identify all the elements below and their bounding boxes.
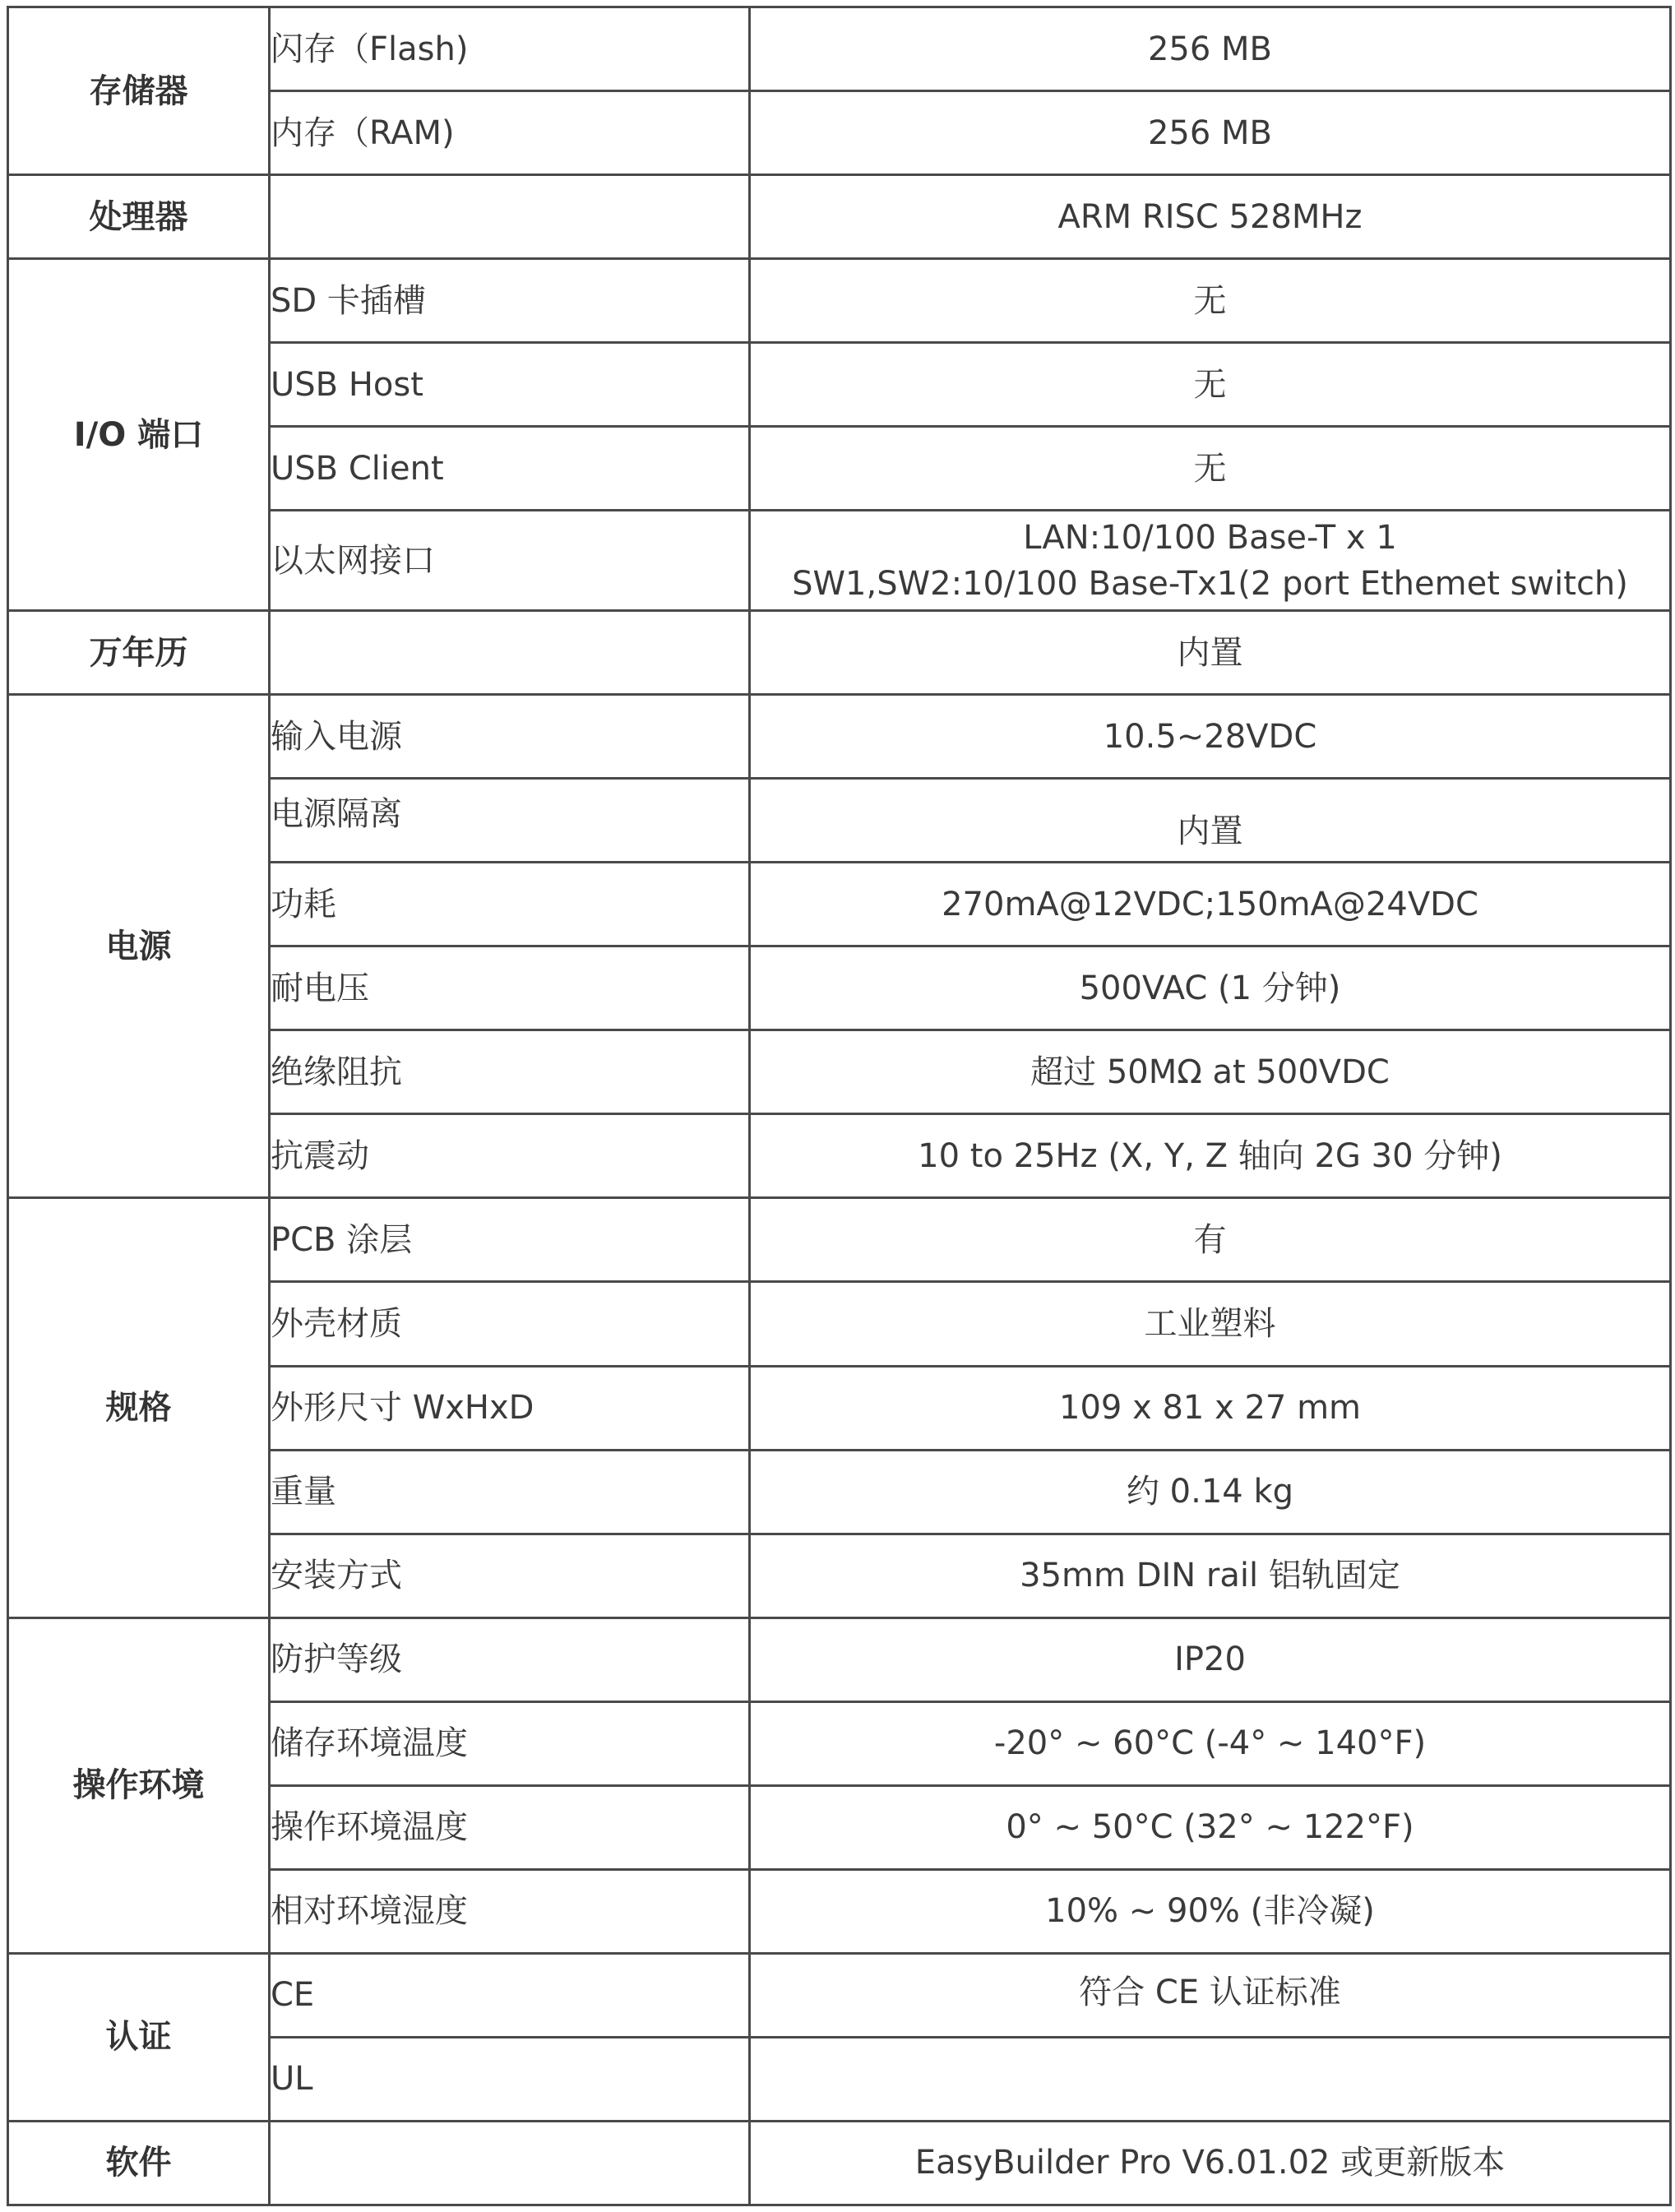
spec-value: 内置 xyxy=(750,779,1671,863)
spec-label: USB Host xyxy=(270,343,750,427)
value-line: SW1,SW2:10/100 Base-Tx1(2 port Ethemet switch) xyxy=(792,564,1628,603)
spec-value: 256 MB xyxy=(750,7,1671,91)
spec-label: 绝缘阻抗 xyxy=(270,1030,750,1114)
spec-value: -20° ~ 60°C (-4° ~ 140°F) xyxy=(750,1701,1671,1785)
category-cell: 规格 xyxy=(8,1198,270,1617)
table-row xyxy=(8,7,1671,91)
table-row xyxy=(8,2121,1671,2205)
spec-value: 10% ~ 90% (非冷凝) xyxy=(750,1869,1671,1953)
category-cell: 操作环境 xyxy=(8,1617,270,1953)
spec-label: 闪存（Flash) xyxy=(270,7,750,91)
spec-value: 无 xyxy=(750,343,1671,427)
spec-value: 工业塑料 xyxy=(750,1282,1671,1366)
spec-label: 输入电源 xyxy=(270,695,750,779)
table-row xyxy=(8,611,1671,695)
spec-value: 0° ~ 50°C (32° ~ 122°F) xyxy=(750,1785,1671,1869)
spec-label: USB Client xyxy=(270,427,750,511)
spec-value: 有 xyxy=(750,1198,1671,1282)
spec-value: 约 0.14 kg xyxy=(750,1450,1671,1534)
spec-label: 内存（RAM) xyxy=(270,91,750,175)
spec-value: 无 xyxy=(750,259,1671,343)
spec-value: 256 MB xyxy=(750,91,1671,175)
spec-label: 相对环境湿度 xyxy=(270,1869,750,1953)
spec-label: PCB 涂层 xyxy=(270,1198,750,1282)
spec-label: 操作环境温度 xyxy=(270,1785,750,1869)
spec-value: EasyBuilder Pro V6.01.02 或更新版本 xyxy=(750,2121,1671,2205)
table-row xyxy=(8,175,1671,259)
spec-label: UL xyxy=(270,2037,750,2121)
spec-value: 超过 50MΩ at 500VDC xyxy=(750,1030,1671,1114)
spec-label: 重量 xyxy=(270,1450,750,1534)
spec-label: SD 卡插槽 xyxy=(270,259,750,343)
spec-label: 外壳材质 xyxy=(270,1282,750,1366)
spec-label: 耐电压 xyxy=(270,946,750,1030)
spec-value xyxy=(750,2037,1671,2121)
spec-label: 储存环境温度 xyxy=(270,1701,750,1785)
spec-label: 电源隔离 xyxy=(270,779,750,863)
table-row xyxy=(8,1617,1671,1701)
spec-value: 无 xyxy=(750,427,1671,511)
table-row xyxy=(8,1198,1671,1282)
spec-table xyxy=(7,6,1672,2206)
category-cell: 电源 xyxy=(8,695,270,1198)
category-cell: 软件 xyxy=(8,2121,270,2205)
spec-label xyxy=(270,2121,750,2205)
category-cell: 万年历 xyxy=(8,611,270,695)
category-cell: I/O 端口 xyxy=(8,259,270,611)
table-row xyxy=(8,259,1671,343)
spec-label: 抗震动 xyxy=(270,1114,750,1198)
spec-label: 安装方式 xyxy=(270,1534,750,1617)
spec-label xyxy=(270,175,750,259)
spec-label: 外形尺寸 WxHxD xyxy=(270,1366,750,1450)
spec-value: 内置 xyxy=(750,611,1671,695)
category-cell: 认证 xyxy=(8,1953,270,2121)
spec-label: 防护等级 xyxy=(270,1617,750,1701)
table-row xyxy=(8,695,1671,779)
spec-value: 符合 CE 认证标准 xyxy=(750,1953,1671,2037)
spec-value: 270mA@12VDC;150mA@24VDC xyxy=(750,863,1671,946)
spec-label: 以太网接口 xyxy=(270,511,750,611)
spec-value: ARM RISC 528MHz xyxy=(750,175,1671,259)
category-cell: 存储器 xyxy=(8,7,270,175)
spec-value: 10 to 25Hz (X, Y, Z 轴向 2G 30 分钟) xyxy=(750,1114,1671,1198)
spec-value xyxy=(750,511,1671,611)
spec-value: 500VAC (1 分钟) xyxy=(750,946,1671,1030)
spec-label xyxy=(270,611,750,695)
spec-label: 功耗 xyxy=(270,863,750,946)
table-row xyxy=(8,1953,1671,2037)
spec-label: CE xyxy=(270,1953,750,2037)
spec-value: IP20 xyxy=(750,1617,1671,1701)
category-cell: 处理器 xyxy=(8,175,270,259)
spec-value: 10.5~28VDC xyxy=(750,695,1671,779)
spec-value: 35mm DIN rail 铝轨固定 xyxy=(750,1534,1671,1617)
value-line: LAN:10/100 Base-T x 1 xyxy=(1023,518,1397,557)
spec-value: 109 x 81 x 27 mm xyxy=(750,1366,1671,1450)
